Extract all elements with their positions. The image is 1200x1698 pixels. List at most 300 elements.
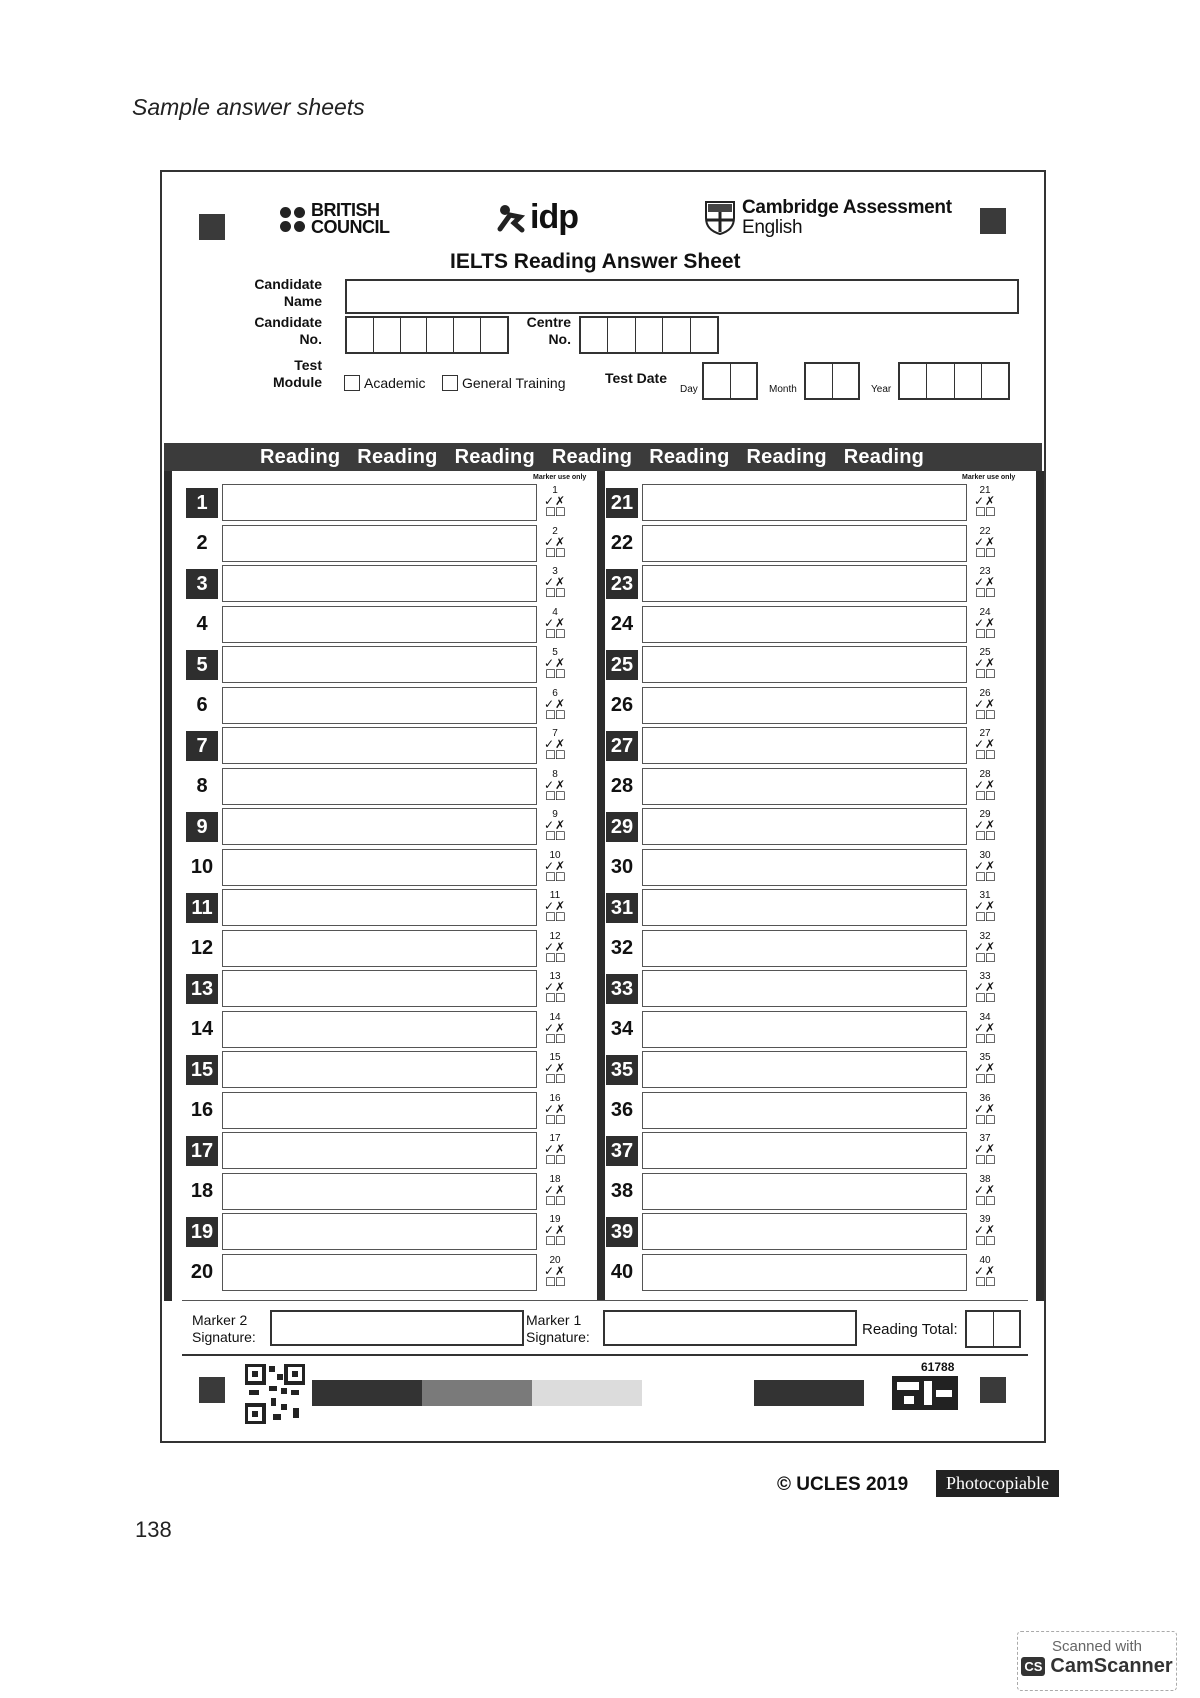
question-number: 20 xyxy=(190,1261,214,1283)
answer-field[interactable] xyxy=(222,1254,537,1291)
marker-boxes-icon[interactable]: ☐☐ xyxy=(975,1274,995,1289)
marker-question-number: 13 xyxy=(549,971,561,982)
marker-boxes-icon[interactable]: ☐☐ xyxy=(975,950,995,965)
marker-question-number: 19 xyxy=(549,1214,561,1225)
answer-field[interactable] xyxy=(222,646,537,683)
sheet-code: 61788 xyxy=(921,1360,955,1374)
marker-boxes-icon[interactable]: ☐☐ xyxy=(975,1072,995,1086)
marker-boxes-icon[interactable]: ☐☐ xyxy=(545,991,565,1005)
marker-boxes-icon[interactable]: ☐☐ xyxy=(975,1193,995,1208)
marker-boxes-icon[interactable]: ☐☐ xyxy=(975,626,995,641)
question-number: 17 xyxy=(186,1136,218,1166)
question-number: 15 xyxy=(186,1055,218,1085)
cross-icon: ✗ xyxy=(555,858,567,873)
cross-icon: ✗ xyxy=(555,899,567,913)
marker-boxes-icon[interactable]: ☐☐ xyxy=(545,829,565,843)
marker-boxes-icon[interactable]: ☐☐ xyxy=(975,910,995,924)
candidate-no-label: Candidate No. xyxy=(254,314,322,347)
question-number: 32 xyxy=(610,937,634,959)
cross-icon: ✗ xyxy=(985,858,997,873)
cross-icon: ✗ xyxy=(985,980,997,994)
question-number: 11 xyxy=(186,893,218,923)
marker-question-number: 11 xyxy=(549,890,561,901)
marker-box[interactable] xyxy=(970,567,1000,599)
cross-icon: ✗ xyxy=(555,818,567,832)
tick-icon: ✓ xyxy=(973,1182,985,1197)
reading-total-label: Reading Total: xyxy=(862,1321,958,1338)
marker-question-number: 21 xyxy=(979,485,991,496)
cross-icon: ✗ xyxy=(555,1020,567,1035)
marker2-signature-field[interactable] xyxy=(270,1310,524,1346)
marker-boxes-icon[interactable]: ☐☐ xyxy=(545,950,565,965)
barcode-strip-3 xyxy=(532,1380,642,1406)
question-number: 18 xyxy=(190,1180,214,1202)
marker-box[interactable] xyxy=(540,770,570,802)
marker-question-number: 29 xyxy=(979,809,991,820)
page-number: 138 xyxy=(135,1517,172,1542)
tick-icon: ✓ xyxy=(543,939,555,954)
footer-rule xyxy=(182,1354,1028,1356)
question-number: 7 xyxy=(186,731,218,761)
marker-box[interactable] xyxy=(970,1256,1000,1288)
marker-box[interactable] xyxy=(540,891,570,923)
marker-boxes-icon[interactable]: ☐☐ xyxy=(545,1153,565,1167)
cross-icon: ✗ xyxy=(555,980,567,994)
cross-icon: ✗ xyxy=(555,696,567,711)
marker-boxes-icon[interactable]: ☐☐ xyxy=(975,1234,995,1248)
answer-field[interactable] xyxy=(642,1173,967,1210)
tick-icon: ✓ xyxy=(543,777,555,792)
question-number: 23 xyxy=(606,569,638,599)
candidate-name-label: Candidate Name xyxy=(254,276,322,309)
cross-icon: ✗ xyxy=(555,1223,567,1237)
marker-question-number: 28 xyxy=(979,768,991,780)
camscanner-watermark xyxy=(1017,1631,1177,1691)
tick-icon: ✓ xyxy=(543,1223,555,1237)
banner-word: Reading xyxy=(746,445,827,468)
tick-icon: ✓ xyxy=(543,980,555,994)
cross-icon: ✗ xyxy=(985,737,997,751)
marker-question-number: 40 xyxy=(979,1254,991,1266)
answer-field[interactable] xyxy=(642,484,967,521)
cross-icon: ✗ xyxy=(555,1101,567,1116)
tick-icon: ✓ xyxy=(973,494,985,508)
tick-icon: ✓ xyxy=(973,1020,985,1035)
marker-box[interactable] xyxy=(540,810,570,842)
tick-icon: ✓ xyxy=(973,818,985,832)
banner-word: Reading xyxy=(649,445,730,468)
tick-icon: ✓ xyxy=(543,696,555,711)
marker-question-number: 17 xyxy=(549,1133,561,1144)
marker-box[interactable] xyxy=(970,1094,1000,1126)
year-label: Year xyxy=(871,384,892,395)
marker-boxes-icon[interactable]: ☐☐ xyxy=(975,788,995,803)
registration-mark-bottom-right xyxy=(980,1377,1006,1403)
tick-icon: ✓ xyxy=(973,899,985,913)
marker-boxes-icon[interactable]: ☐☐ xyxy=(545,1234,565,1248)
marker-question-number: 37 xyxy=(979,1133,991,1144)
marker-boxes-icon[interactable]: ☐☐ xyxy=(545,869,565,884)
answer-field[interactable] xyxy=(642,525,967,562)
tick-icon: ✓ xyxy=(973,858,985,873)
answer-field[interactable] xyxy=(222,1173,537,1210)
marker-box[interactable] xyxy=(540,1215,570,1247)
banner-word: Reading xyxy=(454,445,535,468)
marker-box[interactable] xyxy=(970,851,1000,883)
marker-box[interactable] xyxy=(970,729,1000,761)
answer-field[interactable] xyxy=(642,889,967,926)
question-number: 31 xyxy=(606,893,638,923)
marker-boxes-icon[interactable]: ☐☐ xyxy=(975,991,995,1005)
marker-boxes-icon[interactable]: ☐☐ xyxy=(975,1112,995,1127)
question-number: 29 xyxy=(606,812,638,842)
marker-question-number: 38 xyxy=(979,1173,991,1185)
marker-box[interactable] xyxy=(540,729,570,761)
marker-question-number: 14 xyxy=(549,1011,561,1023)
question-number: 5 xyxy=(186,650,218,680)
marker-question-number: 20 xyxy=(549,1254,561,1266)
cross-icon: ✗ xyxy=(985,615,997,630)
answer-field[interactable] xyxy=(222,1011,537,1048)
answer-field[interactable] xyxy=(222,889,537,926)
marker-box[interactable] xyxy=(970,527,1000,559)
tick-icon: ✓ xyxy=(543,737,555,751)
tick-icon: ✓ xyxy=(973,1101,985,1116)
marker-question-number: 23 xyxy=(979,566,991,577)
question-number: 3 xyxy=(186,569,218,599)
marker-box[interactable] xyxy=(540,851,570,883)
marker-question-number: 39 xyxy=(979,1214,991,1225)
tick-icon: ✓ xyxy=(543,494,555,508)
question-number: 38 xyxy=(610,1180,634,1202)
answer-field[interactable] xyxy=(642,687,967,724)
cross-icon: ✗ xyxy=(555,1142,567,1156)
cambridge-line1: Cambridge Assessment xyxy=(742,197,952,218)
answer-field[interactable] xyxy=(642,970,967,1007)
reading-total-field[interactable] xyxy=(965,1310,1021,1348)
idp-text: idp xyxy=(530,198,578,236)
marker-question-number: 3 xyxy=(552,566,558,577)
marker-box[interactable] xyxy=(540,527,570,559)
answer-field[interactable] xyxy=(222,687,537,724)
cross-icon: ✗ xyxy=(985,818,997,832)
tick-icon: ✓ xyxy=(973,1142,985,1156)
marker-box[interactable] xyxy=(540,689,570,721)
marker-box[interactable] xyxy=(970,1053,1000,1085)
marker-boxes-icon[interactable]: ☐☐ xyxy=(545,707,565,722)
academic-option[interactable]: Academic xyxy=(344,375,425,391)
answer-field[interactable] xyxy=(222,1092,537,1129)
tick-icon: ✓ xyxy=(543,1182,555,1197)
question-number: 21 xyxy=(606,488,638,518)
marker-boxes-icon[interactable]: ☐☐ xyxy=(975,707,995,722)
answer-field[interactable] xyxy=(222,484,537,521)
marker-boxes-icon[interactable]: ☐☐ xyxy=(975,586,995,600)
cross-icon: ✗ xyxy=(985,696,997,711)
bottom-rule xyxy=(182,1300,1028,1301)
marker-question-number: 36 xyxy=(979,1092,991,1104)
tick-icon: ✓ xyxy=(973,1223,985,1237)
marker-question-number: 4 xyxy=(552,606,558,618)
day-label: Day xyxy=(680,384,698,395)
marker-boxes-icon[interactable]: ☐☐ xyxy=(545,1031,565,1046)
marker-question-number: 9 xyxy=(552,809,558,820)
cross-icon: ✗ xyxy=(555,615,567,630)
marker-box[interactable] xyxy=(970,648,1000,680)
cambridge-line2: English xyxy=(742,217,803,238)
camscanner-line1: Scanned with xyxy=(1051,1638,1143,1655)
tick-icon: ✓ xyxy=(973,696,985,711)
marker-boxes-icon[interactable]: ☐☐ xyxy=(975,829,995,843)
marker-question-number: 8 xyxy=(552,768,558,780)
marker-question-number: 32 xyxy=(979,930,991,942)
marker-boxes-icon[interactable]: ☐☐ xyxy=(975,869,995,884)
marker-boxes-icon[interactable]: ☐☐ xyxy=(975,505,995,519)
tick-icon: ✓ xyxy=(973,1263,985,1278)
answer-field[interactable] xyxy=(222,1213,537,1250)
answer-field[interactable] xyxy=(222,849,537,886)
cross-icon: ✗ xyxy=(555,1061,567,1075)
answer-field[interactable] xyxy=(642,1213,967,1250)
cross-icon: ✗ xyxy=(555,534,567,549)
marker-boxes-icon[interactable]: ☐☐ xyxy=(975,748,995,762)
answer-field[interactable] xyxy=(222,808,537,845)
banner-word: Reading xyxy=(551,445,633,468)
marker-question-number: 34 xyxy=(979,1011,991,1023)
marker-box[interactable] xyxy=(970,486,1000,518)
marker-box[interactable] xyxy=(970,972,1000,1004)
marker-box[interactable] xyxy=(540,1094,570,1126)
marker-question-number: 1 xyxy=(552,485,558,496)
marker-box[interactable] xyxy=(970,689,1000,721)
marker-box[interactable] xyxy=(540,608,570,640)
banner-word: Reading xyxy=(260,445,341,468)
marker-boxes-icon[interactable]: ☐☐ xyxy=(545,505,565,519)
marker-box[interactable] xyxy=(970,891,1000,923)
tick-icon: ✓ xyxy=(973,939,985,954)
marker-box[interactable] xyxy=(540,486,570,518)
cross-icon: ✗ xyxy=(985,494,997,508)
marker-question-number: 16 xyxy=(549,1092,561,1104)
marker-boxes-icon[interactable]: ☐☐ xyxy=(975,1031,995,1046)
question-number: 12 xyxy=(190,937,214,959)
marker-box[interactable] xyxy=(970,1013,1000,1045)
tick-icon: ✓ xyxy=(973,615,985,630)
answer-field[interactable] xyxy=(642,1011,967,1048)
answer-field[interactable] xyxy=(642,808,967,845)
marker-box[interactable] xyxy=(540,1134,570,1166)
cross-icon: ✗ xyxy=(985,939,997,954)
marker-box[interactable] xyxy=(540,1053,570,1085)
marker-box[interactable] xyxy=(540,972,570,1004)
marker-question-number: 5 xyxy=(552,647,558,658)
question-number: 28 xyxy=(610,775,634,797)
cross-icon: ✗ xyxy=(555,575,567,589)
tick-icon: ✓ xyxy=(543,899,555,913)
marker-boxes-icon[interactable]: ☐☐ xyxy=(975,1153,995,1167)
marker-box[interactable] xyxy=(540,1256,570,1288)
answer-field[interactable] xyxy=(642,1254,967,1291)
marker-question-number: 26 xyxy=(979,687,991,699)
sheet-title: IELTS Reading Answer Sheet xyxy=(450,250,741,273)
answer-field[interactable] xyxy=(642,849,967,886)
marker-boxes-icon[interactable]: ☐☐ xyxy=(545,1193,565,1208)
marker-question-number: 7 xyxy=(552,728,558,739)
marker-box[interactable] xyxy=(970,1134,1000,1166)
cross-icon: ✗ xyxy=(985,1263,997,1278)
answer-field[interactable] xyxy=(642,1092,967,1129)
marker-use-only-right: Marker use only xyxy=(962,474,1016,481)
marker-boxes-icon[interactable]: ☐☐ xyxy=(545,1072,565,1086)
answer-field[interactable] xyxy=(222,768,537,805)
month-label: Month xyxy=(769,384,797,395)
cross-icon: ✗ xyxy=(985,1061,997,1075)
question-number: 33 xyxy=(606,974,638,1004)
marker-box[interactable] xyxy=(540,1013,570,1045)
question-number: 14 xyxy=(190,1018,214,1040)
marker-boxes-icon[interactable]: ☐☐ xyxy=(545,1112,565,1127)
tick-icon: ✓ xyxy=(973,1061,985,1075)
marker-boxes-icon[interactable]: ☐☐ xyxy=(545,788,565,803)
answer-field[interactable] xyxy=(222,565,537,602)
question-number: 39 xyxy=(606,1217,638,1247)
marker-use-only-left: Marker use only xyxy=(533,474,587,481)
answer-field[interactable] xyxy=(642,1051,967,1088)
tick-icon: ✓ xyxy=(973,737,985,751)
cross-icon: ✗ xyxy=(985,1020,997,1035)
tick-icon: ✓ xyxy=(973,777,985,792)
answer-field[interactable] xyxy=(642,606,967,643)
cross-icon: ✗ xyxy=(555,494,567,508)
cross-icon: ✗ xyxy=(985,777,997,792)
answer-field[interactable] xyxy=(642,768,967,805)
tick-icon: ✓ xyxy=(973,980,985,994)
marker-boxes-icon[interactable]: ☐☐ xyxy=(545,545,565,560)
question-number: 10 xyxy=(190,856,214,878)
marker-box[interactable] xyxy=(540,932,570,964)
marker-question-number: 24 xyxy=(979,606,991,618)
photocopiable-badge: Photocopiable xyxy=(936,1470,1059,1497)
answer-field[interactable] xyxy=(642,1132,967,1169)
barcode-strip-2 xyxy=(422,1380,532,1406)
question-number: 34 xyxy=(610,1018,634,1040)
marker-question-number: 2 xyxy=(552,525,558,537)
question-number: 19 xyxy=(186,1217,218,1247)
marker-boxes-icon[interactable]: ☐☐ xyxy=(545,1274,565,1289)
marker-box[interactable] xyxy=(970,608,1000,640)
marker-question-number: 22 xyxy=(979,525,991,537)
cross-icon: ✗ xyxy=(555,1182,567,1197)
question-number: 8 xyxy=(196,775,208,797)
code-mark-icon xyxy=(892,1376,958,1410)
question-number: 37 xyxy=(606,1136,638,1166)
marker-question-number: 33 xyxy=(979,971,991,982)
tick-icon: ✓ xyxy=(543,1101,555,1116)
question-number: 13 xyxy=(186,974,218,1004)
marker-question-number: 25 xyxy=(979,647,991,658)
answer-field[interactable] xyxy=(222,1051,537,1088)
qr-code-icon xyxy=(245,1364,305,1424)
test-module-label: Test Module xyxy=(273,357,322,390)
question-number: 26 xyxy=(610,694,634,716)
barcode-strip-1 xyxy=(312,1380,422,1406)
marker-boxes-icon[interactable]: ☐☐ xyxy=(545,748,565,762)
tick-icon: ✓ xyxy=(543,858,555,873)
answer-field[interactable] xyxy=(222,1132,537,1169)
marker-question-number: 27 xyxy=(979,728,991,739)
answer-field[interactable] xyxy=(642,565,967,602)
answer-field[interactable] xyxy=(642,727,967,764)
answer-field[interactable] xyxy=(642,930,967,967)
answer-field[interactable] xyxy=(222,727,537,764)
cross-icon: ✗ xyxy=(555,939,567,954)
general-training-option[interactable]: General Training xyxy=(442,375,566,391)
banner-word: Reading xyxy=(357,445,438,468)
tick-icon: ✓ xyxy=(973,575,985,589)
question-number: 22 xyxy=(610,532,634,554)
camscanner-line2: CamScanner xyxy=(1050,1655,1173,1677)
marker-question-number: 6 xyxy=(552,687,558,699)
tick-icon: ✓ xyxy=(543,818,555,832)
question-number: 9 xyxy=(186,812,218,842)
marker-question-number: 31 xyxy=(979,890,991,901)
marker-box[interactable] xyxy=(970,1175,1000,1207)
cross-icon: ✗ xyxy=(985,1142,997,1156)
tick-icon: ✓ xyxy=(543,1020,555,1035)
marker-box[interactable] xyxy=(540,648,570,680)
british-council-line1: BRITISH xyxy=(311,200,380,220)
marker-box[interactable] xyxy=(970,1215,1000,1247)
marker-boxes-icon[interactable]: ☐☐ xyxy=(545,626,565,641)
tick-icon: ✓ xyxy=(543,1061,555,1075)
marker1-signature-field[interactable] xyxy=(603,1310,857,1346)
question-number: 1 xyxy=(186,488,218,518)
marker-box[interactable] xyxy=(970,770,1000,802)
page-header: Sample answer sheets xyxy=(132,94,365,120)
marker-boxes-icon[interactable]: ☐☐ xyxy=(545,586,565,600)
answer-sheet xyxy=(160,170,1046,1443)
answer-field[interactable] xyxy=(222,606,537,643)
marker-boxes-icon[interactable]: ☐☐ xyxy=(975,667,995,681)
marker-box[interactable] xyxy=(540,567,570,599)
test-date-label: Test Date xyxy=(605,370,667,386)
answer-field[interactable] xyxy=(222,525,537,562)
marker-question-number: 30 xyxy=(979,849,991,861)
marker-boxes-icon[interactable]: ☐☐ xyxy=(545,667,565,681)
marker-box[interactable] xyxy=(970,810,1000,842)
tick-icon: ✓ xyxy=(543,534,555,549)
registration-mark-bottom-left xyxy=(199,1377,225,1403)
question-number: 24 xyxy=(610,613,634,635)
cross-icon: ✗ xyxy=(985,899,997,913)
marker-box[interactable] xyxy=(540,1175,570,1207)
cross-icon: ✗ xyxy=(985,1223,997,1237)
marker-boxes-icon[interactable]: ☐☐ xyxy=(975,545,995,560)
tick-icon: ✓ xyxy=(973,534,985,549)
tick-icon: ✓ xyxy=(543,656,555,670)
question-number: 6 xyxy=(196,694,208,716)
answer-field[interactable] xyxy=(222,930,537,967)
cross-icon: ✗ xyxy=(985,575,997,589)
marker-boxes-icon[interactable]: ☐☐ xyxy=(545,910,565,924)
marker-question-number: 35 xyxy=(979,1052,991,1063)
cross-icon: ✗ xyxy=(985,1101,997,1116)
answer-field[interactable] xyxy=(222,970,537,1007)
marker1-label: Marker 1 Signature: xyxy=(526,1312,590,1345)
answer-field[interactable] xyxy=(642,646,967,683)
banner-word: Reading xyxy=(843,445,925,468)
marker-box[interactable] xyxy=(970,932,1000,964)
